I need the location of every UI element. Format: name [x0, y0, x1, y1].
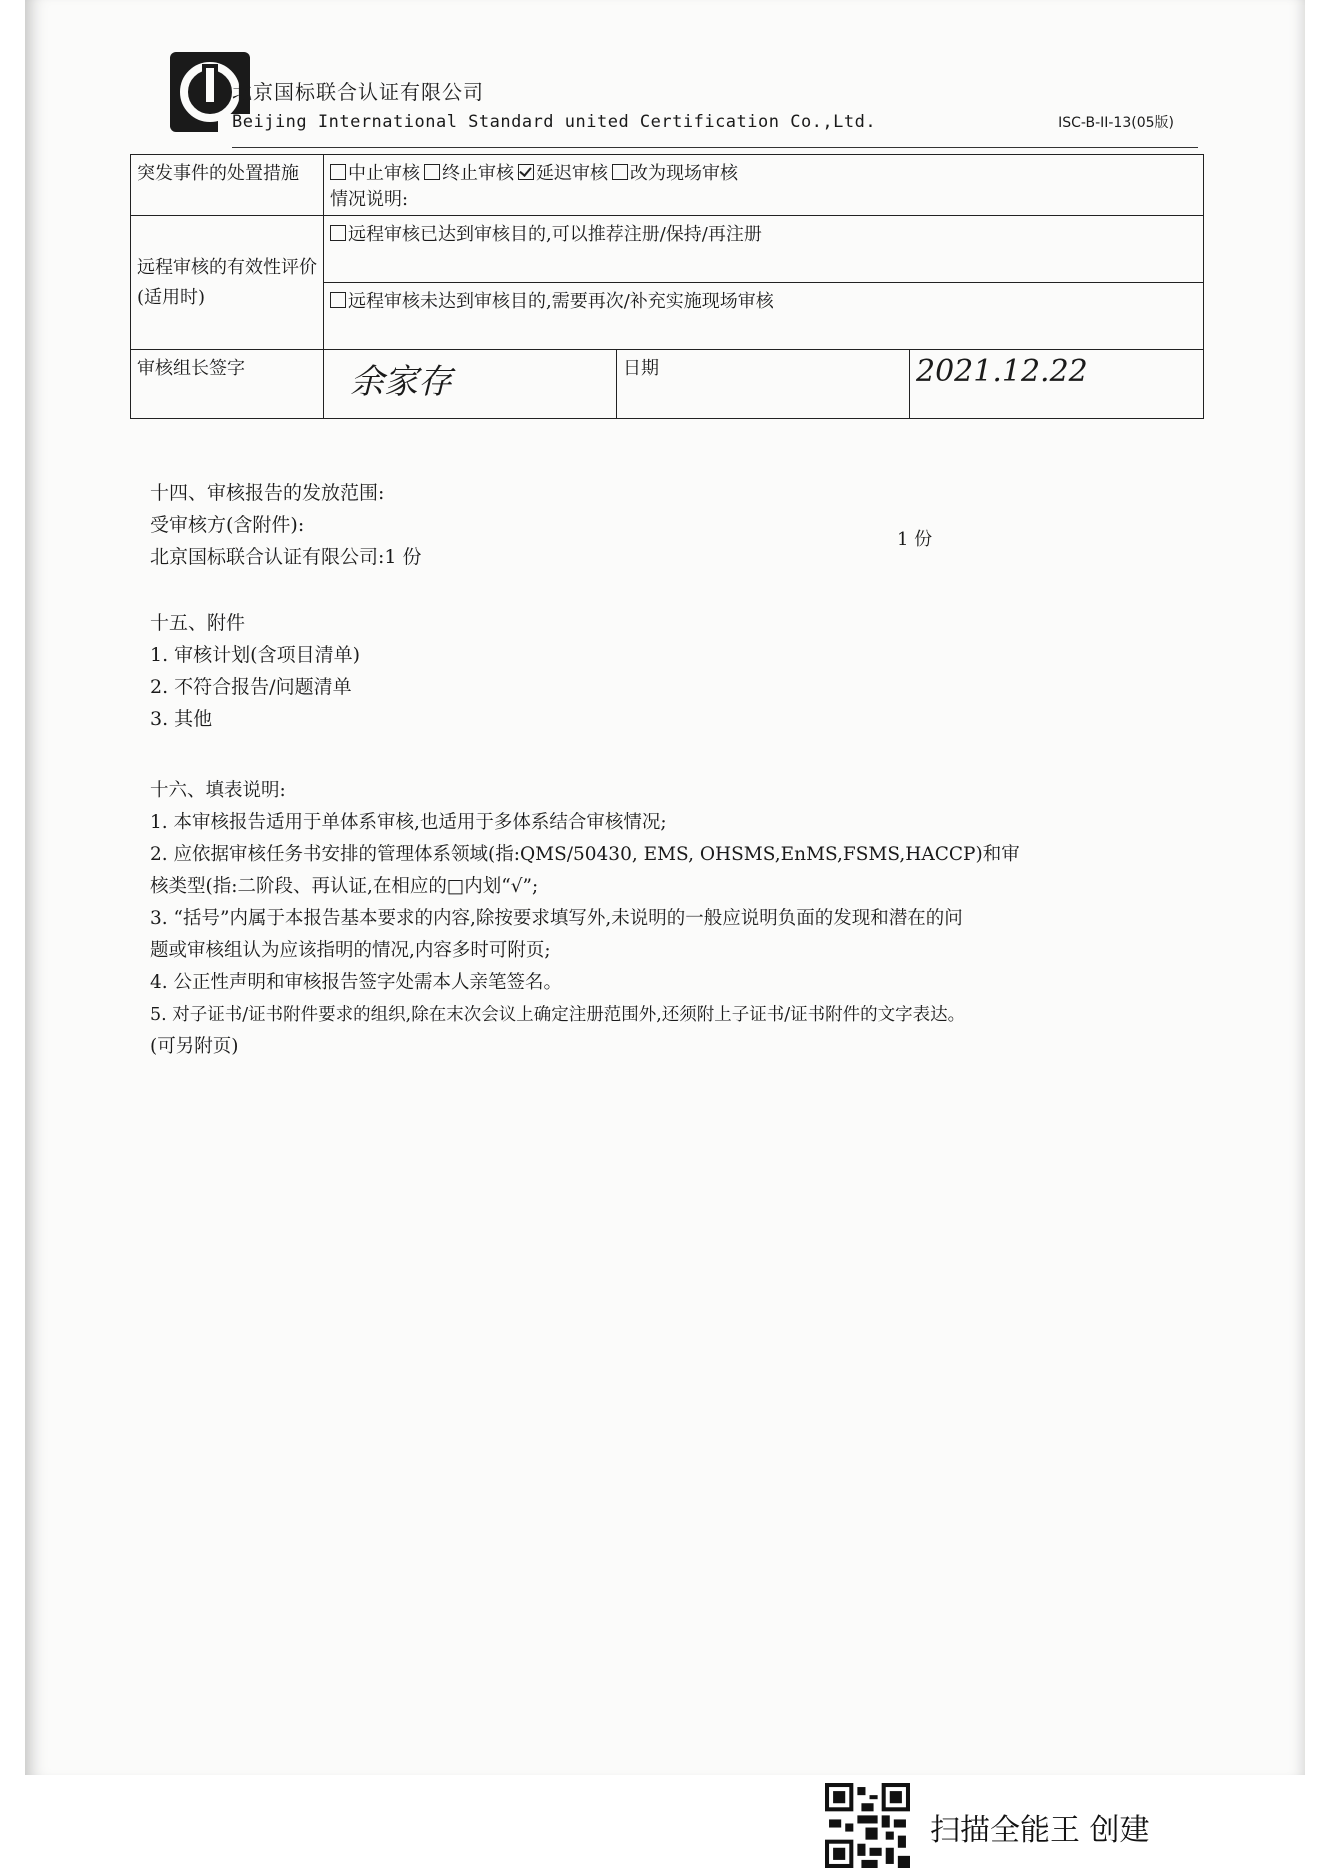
section-14-copies: 1 份: [897, 529, 933, 550]
section-16-title: 十六、填表说明:: [150, 780, 286, 801]
instruction-line: 核类型(指:二阶段、再认证,在相应的□内划“√”;: [150, 876, 539, 897]
handwritten-signature: 余家存: [350, 362, 452, 402]
checkbox-icon[interactable]: [330, 164, 346, 180]
option-onsite[interactable]: 改为现场审核: [612, 163, 738, 184]
remote-eval-option-1[interactable]: 远程审核已达到审核目的,可以推荐注册/保持/再注册: [324, 216, 1204, 283]
instruction-line: 5. 对子证书/证书附件要求的组织,除在末次会议上确定注册范围外,还须附上子证书/证书附件的文字表达。: [150, 1005, 966, 1025]
situation-note-label: 情况说明:: [330, 189, 409, 210]
remote-eval-label: 远程审核的有效性评价(适用时): [131, 216, 324, 350]
date-value: 2021.12.22: [910, 350, 1204, 419]
instruction-line: (可另附页): [150, 1036, 239, 1057]
section-14-title: 十四、审核报告的发放范围:: [150, 482, 385, 504]
leader-signature: [324, 350, 617, 419]
option-delay[interactable]: 延迟审核: [518, 163, 608, 184]
checkbox-icon[interactable]: [612, 164, 628, 180]
attachment-item: 3. 其他: [150, 708, 213, 730]
emergency-options-cell: [324, 155, 1204, 216]
attachment-item: 1. 审核计划(含项目清单): [150, 644, 360, 666]
company-name-en: Beijing International Standard united Certification Co.,Ltd.: [232, 112, 877, 132]
checkbox-icon[interactable]: [330, 225, 346, 241]
section-15-title: 十五、附件: [150, 612, 246, 634]
emergency-label: 突发事件的处置措施: [131, 155, 324, 216]
remote-eval-row: [131, 216, 1204, 283]
company-name-cn: 北京国标联合认证有限公司: [232, 80, 484, 104]
section-15: [150, 607, 360, 735]
section-16: [150, 775, 1020, 1063]
checkbox-icon[interactable]: [330, 292, 346, 308]
remote-eval-option-2[interactable]: 远程审核未达到审核目的,需要再次/补充实施现场审核: [324, 283, 1204, 350]
checked-checkbox-icon[interactable]: [518, 164, 534, 180]
qr-code-icon: [825, 1783, 910, 1868]
checkbox-icon[interactable]: [424, 164, 440, 180]
instruction-line: 2. 应依据审核任务书安排的管理体系领域(指:QMS/50430, EMS, OHSMS,EnMS,FSMS,HACCP)和审: [150, 844, 1020, 865]
scanner-text: 扫描全能王 创建: [930, 1813, 1150, 1848]
header-divider: [232, 147, 1198, 148]
signature-row: [131, 350, 1204, 419]
instruction-line: 题或审核组认为应该指明的情况,内容多时可附页;: [150, 940, 551, 961]
instruction-line: 4. 公正性声明和审核报告签字处需本人亲笔签名。: [150, 972, 563, 993]
instruction-line: 3. “括号”内属于本报告基本要求的内容,除按要求填写外,未说明的一般应说明负面的发现和潜在的问: [150, 908, 963, 929]
option-suspend[interactable]: 中止审核: [330, 163, 420, 184]
emergency-row: [131, 155, 1204, 216]
option-terminate[interactable]: 终止审核: [424, 163, 514, 184]
section-14-line-1: 受审核方(含附件):: [150, 514, 305, 536]
instruction-line: 1. 本审核报告适用于单体系审核,也适用于多体系结合审核情况;: [150, 812, 667, 833]
date-label: 日期: [617, 350, 910, 419]
leader-signature-label: 审核组长签字: [131, 350, 324, 419]
scanner-watermark: [825, 1783, 1185, 1868]
audit-form-table: [130, 154, 1204, 419]
section-14: [150, 477, 422, 573]
section-14-line-2: 北京国标联合认证有限公司:1 份: [150, 546, 422, 568]
attachment-item: 2. 不符合报告/问题清单: [150, 676, 352, 698]
document-code: ISC-B-II-13(05版): [1058, 115, 1174, 131]
